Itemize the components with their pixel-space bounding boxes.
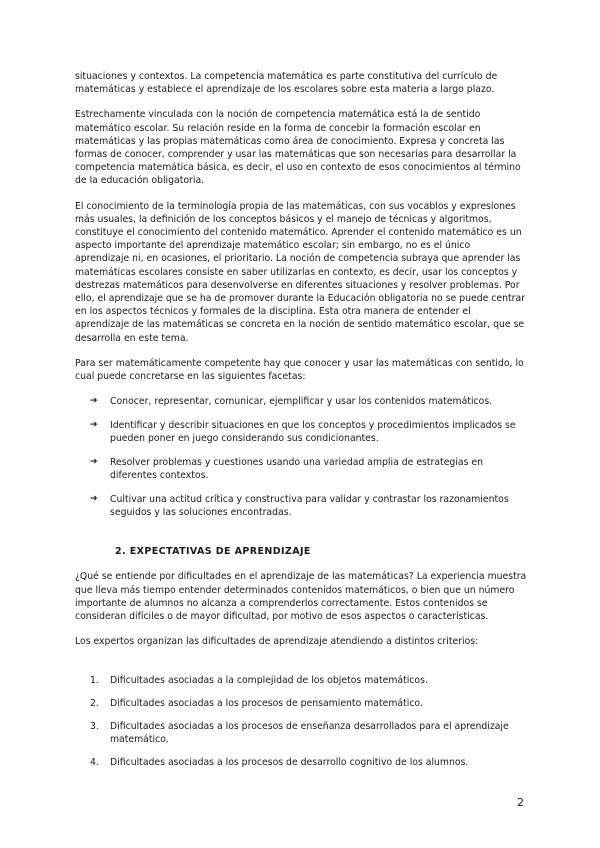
- arrow-icon: ➔: [90, 456, 98, 467]
- item-number: 1.: [90, 675, 99, 687]
- facets-list: [75, 395, 527, 519]
- arrow-icon: ➔: [90, 419, 98, 430]
- list-item: [75, 395, 527, 408]
- list-item: [75, 720, 527, 746]
- paragraph: El conocimiento de la terminología propia de las matemáticas, con sus vocablos y expresiones más usuales, la definición de los conceptos básicos y el manejo de técnicas y algoritmos, constituye el conocimiento del contenido matemático. Aprender el contenido matemático es un aspecto importante del aprendizaje matemático escolar; sin embargo, no es el único aprendizaje ni, en ocasiones, el prioritario. La noción de competencia subraya que aprender las matemáticas escolares consiste en saber utilizarlas en contexto, es decir, usar los conceptos y destrezas matemáticos para desenvolverse en diferentes situaciones y resolver problemas. Por ello, el aprendizaje que se ha de promover durante la Educación obligatoria no se puede centrar en los aspectos técnicos y formales de la disciplina. Esta otra manera de entender el aprendizaje de las matemáticas se concreta en la noción de sentido matemático escolar, que se desarrolla en este tema.: [75, 200, 526, 344]
- list-item: [75, 697, 527, 710]
- list-item: [75, 674, 527, 687]
- item-number: 3.: [90, 720, 99, 732]
- paragraph: ¿Qué se entiende por dificultades en el aprendizaje de las matemáticas? La experiencia muestra que lleva más tiempo entender determinados contenidos matemáticos, o bien que un número importante de alumnos no alcanza a comprenderlos correctamente. Estos contenidos se consideran difíciles o de mayor dificultad, por motivo de esos aspectos o características.: [75, 571, 527, 622]
- list-item-text: Cultivar una actitud crítica y constructiva para validar y contrastar los razonamientos seguidos y las soluciones encontradas.: [110, 493, 509, 518]
- paragraph: Para ser matemáticamente competente hay que conocer y usar las matemáticas con sentido, lo cual puede concretarse en las siguientes facetas:: [75, 357, 524, 383]
- paragraph: situaciones y contextos. La competencia matemática es parte constitutiva del currículo de matemáticas y establece el aprendizaje de los escolares sobre esta materia a largo plazo.: [75, 71, 498, 96]
- list-item: [75, 456, 527, 482]
- arrow-icon: ➔: [90, 493, 98, 504]
- page-number: 2: [517, 796, 524, 809]
- arrow-icon: ➔: [90, 396, 98, 407]
- list-item-text: Dificultades asociadas a la complejidad de los objetos matemáticos.: [110, 675, 428, 687]
- difficulties-list: [75, 674, 527, 769]
- list-item: [75, 493, 527, 519]
- list-item-text: Resolver problemas y cuestiones usando una variedad amplia de estrategias en diferentes contextos.: [110, 456, 484, 482]
- item-number: 4.: [90, 756, 99, 768]
- list-item-text: Dificultades asociadas a los procesos de pensamiento matemático.: [110, 698, 423, 710]
- paragraph: Estrechamente vinculada con la noción de competencia matemática está la de sentido matemático escolar. Su relación reside en la forma de concebir la formación escolar en matemáticas y las propias matemáticas como área de conocimiento. Expresa y concreta las formas de conocer, comprender y usar las matemáticas que son necesarias para desarrollar la competencia matemática básica, es decir, el uso en contexto de esos conocimientos al término de la educación obligatoria.: [75, 109, 521, 187]
- list-item-text: Identificar y describir situaciones en que los conceptos y procedimientos implicados se pueden poner en juego considerando sus condicionantes.: [110, 419, 516, 445]
- item-number: 2.: [90, 698, 99, 710]
- list-item-text: Conocer, representar, comunicar, ejemplificar y usar los contenidos matemáticos.: [110, 396, 493, 408]
- list-item-text: Dificultades asociadas a los procesos de desarrollo cognitivo de los alumnos.: [110, 756, 469, 768]
- list-item-text: Dificultades asociadas a los procesos de enseñanza desarrollados para el aprendizaje matemático.: [110, 720, 509, 746]
- list-item: [75, 419, 527, 445]
- paragraph: Los expertos organizan las dificultades de aprendizaje atendiendo a distintos criterios:: [75, 636, 479, 648]
- section-heading: 2. EXPECTATIVAS DE APRENDIZAJE: [115, 546, 311, 558]
- list-item: [75, 756, 527, 769]
- page-body: [75, 70, 527, 778]
